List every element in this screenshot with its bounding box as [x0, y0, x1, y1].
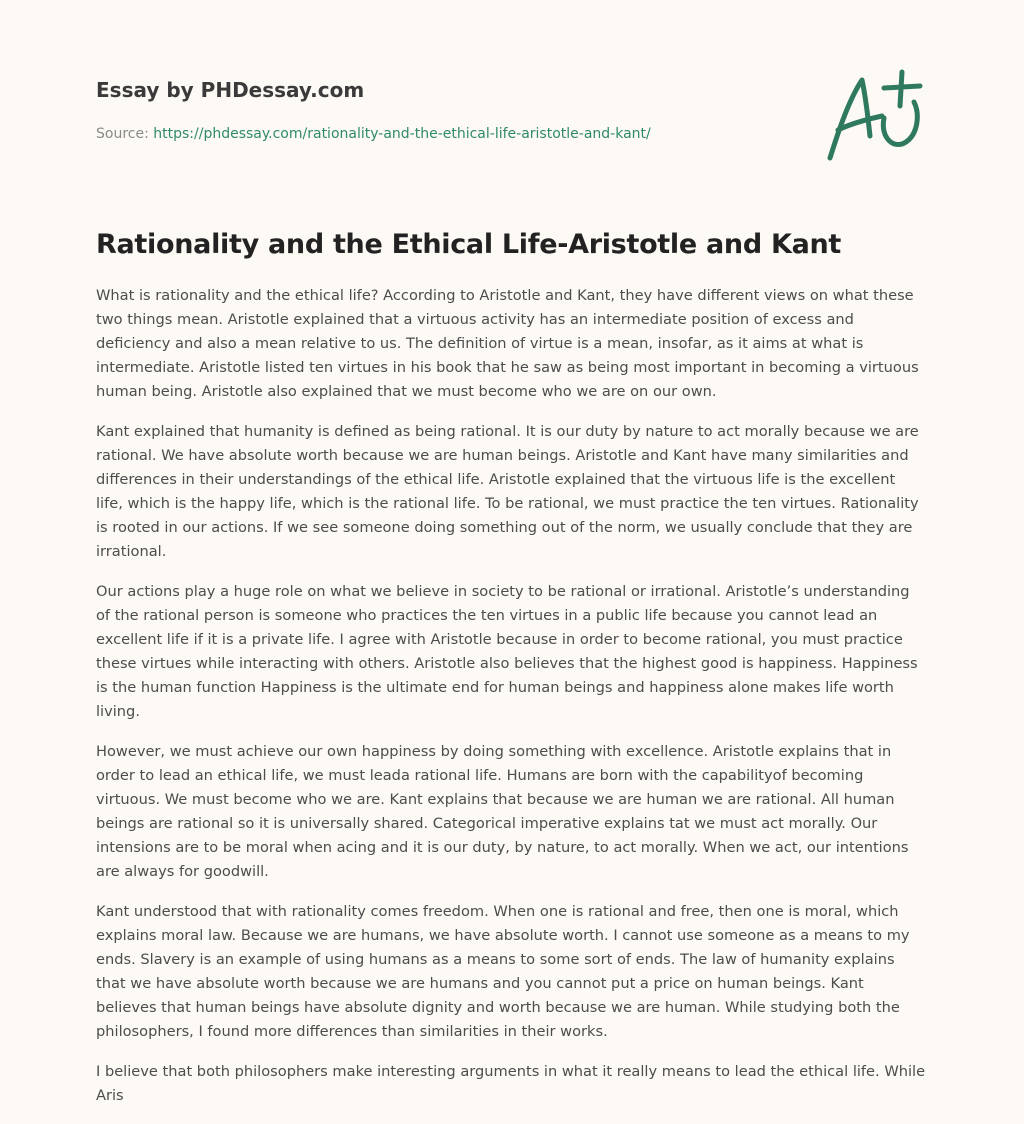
- paragraph: What is rationality and the ethical life? According to Aristotle and Kant, they have different views on what these two things mean. Aristotle explained that a virtuous activity has an intermediate position of excess and deficiency and also a mean relative to us. The definition of virtue is a mean, insofar, as it aims at what is intermediate. Aristotle listed ten virtues in his book that he saw as being most important in becoming a virtuous human being. Aristotle also explained that we must become who we are on our own.: [96, 287, 919, 400]
- article-body: [96, 284, 926, 1124]
- paragraph: Our actions play a huge role on what we believe in society to be rational or irrational. Aristotle’s understanding of the rational person is someone who practices the ten virtues in a public life because you cannot lead an excellent life if it is a private life. I agree with Aristotle because in order to become rational, you must practice these virtues while interacting with others. Aristotle also believes that the highest good is happiness. Happiness is the human function Happiness is the ultimate end for human beings and happiness alone makes life worth living.: [96, 583, 918, 720]
- paragraph: Kant explained that humanity is defined as being rational. It is our duty by nature to act morally because we are rational. We have absolute worth because we are human beings. Aristotle and Kant have many similarities and differences in their understandings of the ethical life. Aristotle explained that the virtuous life is the excellent life, which is the happy life, which is the rational life. To be rational, we must practice the ten virtues. Rationality is rooted in our actions. If we see someone doing something out of the norm, we usually conclude that they are irrational.: [96, 423, 919, 560]
- source-line: [96, 124, 736, 144]
- a-plus-logo-icon: [822, 66, 932, 166]
- paragraph: I believe that both philosophers make interesting arguments in what it really means to lead the ethical life. While Aris: [96, 1063, 926, 1104]
- source-label: Source:: [96, 126, 149, 142]
- page-header: [96, 76, 736, 144]
- site-brand: Essay by PHDessay.com: [96, 78, 365, 102]
- paragraph: Kant understood that with rationality comes freedom. When one is rational and free, then one is moral, which explains moral law. Because we are humans, we have absolute worth. I cannot use someone as a means to my ends. Slavery is an example of using humans as a means to some sort of ends. The law of humanity explains that we have absolute worth because we are humans and you cannot put a price on human beings. Kant believes that human beings have absolute dignity and worth because we are human. While studying both the philosophers, I found more differences than similarities in their works.: [96, 903, 910, 1040]
- article-title: Rationality and the Ethical Life-Aristotle and Kant: [96, 229, 842, 260]
- source-link[interactable]: https://phdessay.com/rationality-and-the-ethical-life-aristotle-and-kant/: [153, 126, 651, 142]
- paragraph: However, we must achieve our own happiness by doing something with excellence. Aristotle explains that in order to lead an ethical life, we must leada rational life. Humans are born with the capabilityof becoming virtuous. We must become who we are. Kant explains that because we are human we are rational. All human beings are rational so it is universally shared. Categorical imperative explains tat we must act morally. Our intensions are to be moral when acing and it is our duty, by nature, to act morally. When we act, our intentions are always for goodwill.: [96, 743, 909, 880]
